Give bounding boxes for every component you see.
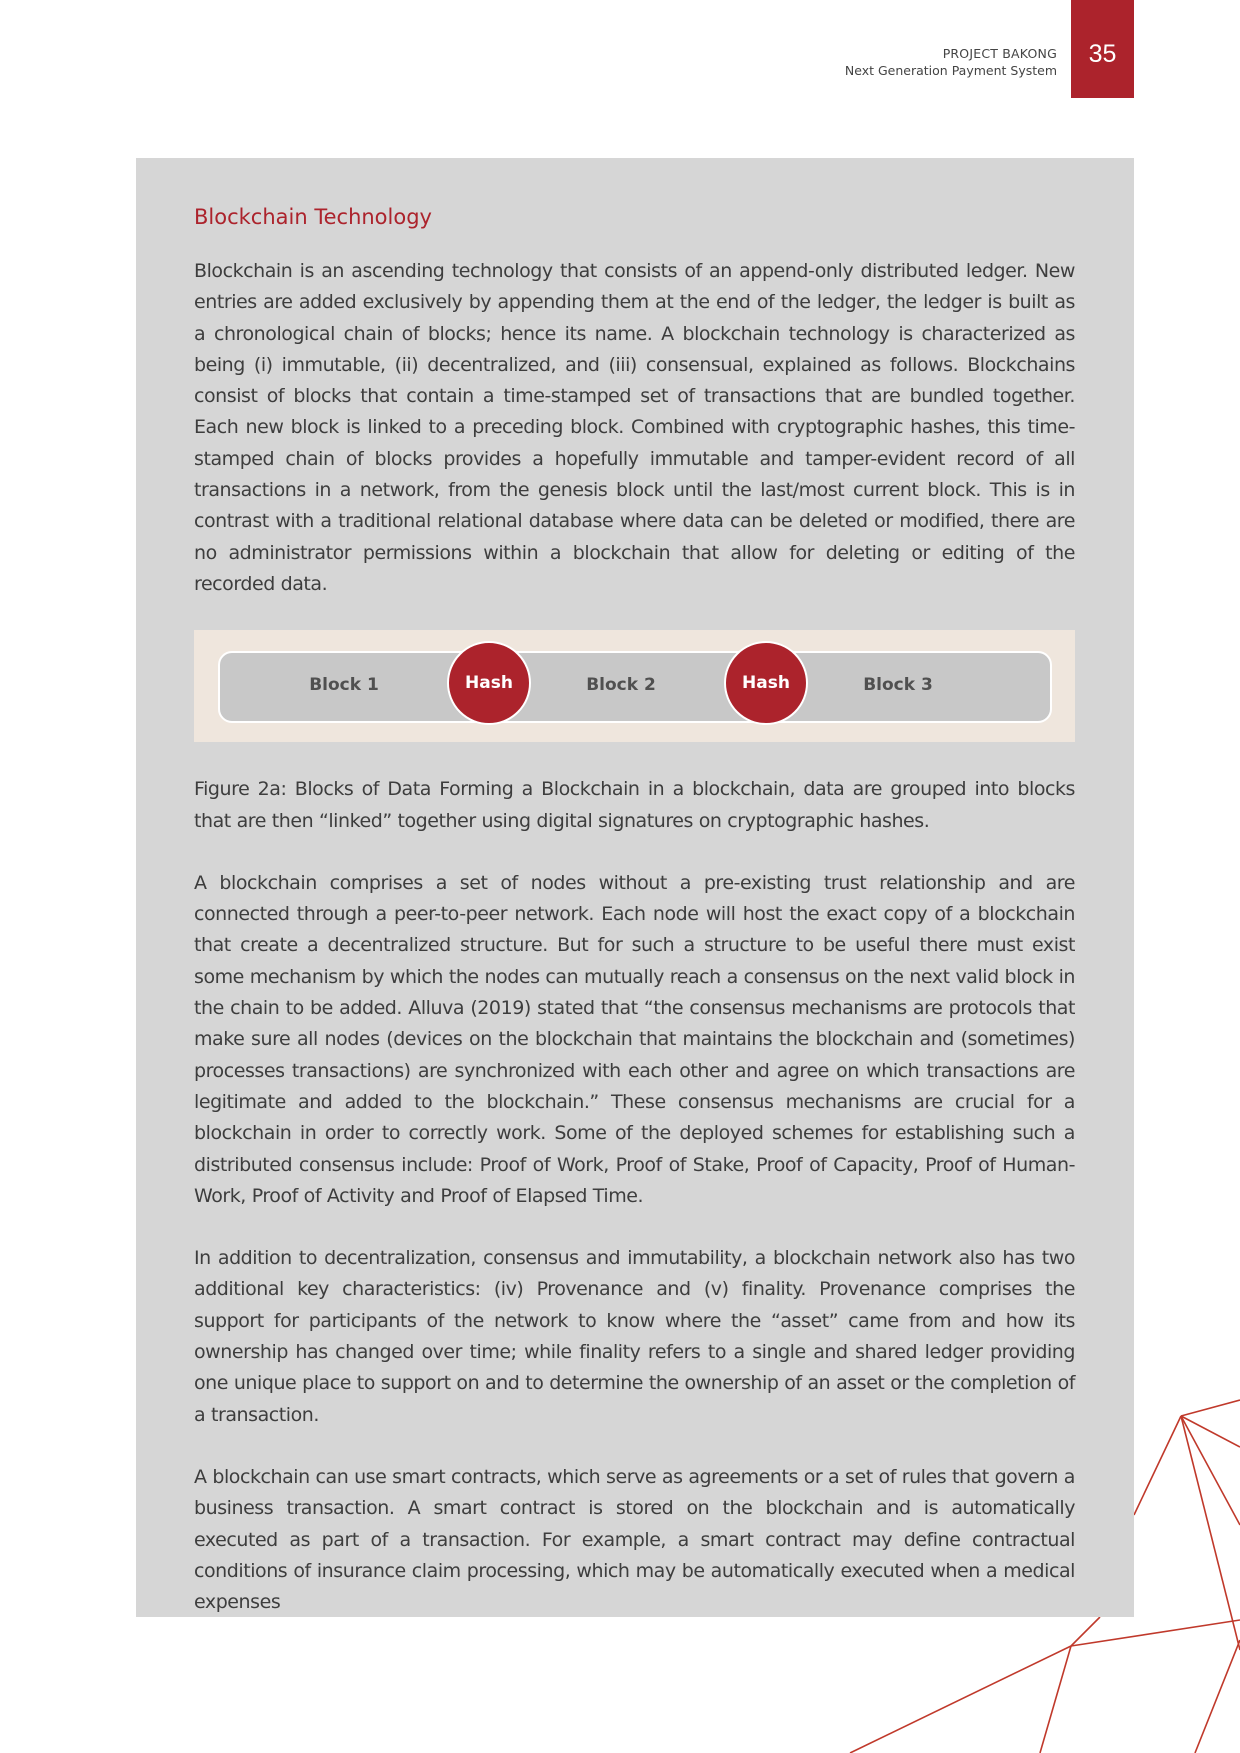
- paragraph-1: Blockchain is an ascending technology that consists of an append-only distributed ledger. New entries are added exclusively by appending them at the end of the ledger, the ledger is built as a chronological chain of blocks; hence its name. A blockchain technology is characterized as being (i) immutable, (ii) decentralized, and (iii) consensual, explained as follows. Blockchains consist of blocks that contain a time-stamped set of transactions that are bundled together. Each new block is linked to a preceding block. Combined with cryptographic hashes, this time-stamped chain of blocks provides a hopefully immutable and tamper-evident record of all transactions in a network, from the genesis block until the last/most current block. This is in contrast with a traditional relational database where data can be deleted or modified, there are no administrator permissions within a blockchain that allow for deleting or editing of the recorded data.: [194, 260, 1075, 595]
- header-project-name: PROJECT BAKONG: [942, 46, 1057, 61]
- page-header: [845, 0, 1134, 98]
- paragraph-3: In addition to decentralization, consensus and immutability, a blockchain network also has two additional key characteristics: (iv) Provenance and (v) finality. Provenance comprises the support for participants of the network to know where the “asset” came from and how its ownership has changed over time; while finality refers to a single and shared ledger providing one unique place to support on and to determine the ownership of an asset or the completion of a transaction.: [194, 1247, 1075, 1426]
- header-text: [845, 0, 1071, 98]
- page-number: 35: [1071, 0, 1134, 98]
- block-2-label: Block 2: [586, 675, 656, 696]
- hash-circle-2: Hash: [724, 641, 808, 725]
- hash-circle-1: Hash: [447, 641, 531, 725]
- figure-caption: Figure 2a: Blocks of Data Forming a Blockchain in a blockchain, data are grouped into blocks that are then “linked” together using digital signatures on cryptographic hashes.: [194, 778, 1075, 832]
- section-title: Blockchain Technology: [194, 205, 432, 229]
- block-1-label: Block 1: [309, 675, 379, 696]
- blockchain-figure: [194, 630, 1075, 742]
- paragraph-4: A blockchain can use smart contracts, which serve as agreements or a set of rules that govern a business transaction. A smart contract is stored on the blockchain and is automatically executed as part of a transaction. For example, a smart contract may define contractual conditions of insurance claim processing, which may be automatically executed when a medical expenses: [194, 1465, 1075, 1614]
- content-panel: [136, 158, 1134, 1617]
- header-subtitle: Next Generation Payment System: [844, 63, 1057, 78]
- panel-content: [194, 205, 1075, 1649]
- block-chain-bar: [218, 651, 1052, 723]
- paragraph-2: A blockchain comprises a set of nodes without a pre-existing trust relationship and are connected through a peer-to-peer network. Each node will host the exact copy of a blockchain that create a decentralized structure. But for such a structure to be useful there must exist some mechanism by which the nodes can mutually reach a consensus on the next valid block in the chain to be added. Alluva (2019) stated that “the consensus mechanisms are protocols that make sure all nodes (devices on the blockchain that maintains the blockchain and (sometimes) processes transactions) are synchronized with each other and agree on which transactions are legitimate and added to the blockchain.” These consensus mechanisms are crucial for a blockchain in order to correctly work. Some of the deployed schemes for establishing such a distributed consensus include: Proof of Work, Proof of Stake, Proof of Capacity, Proof of Human-Work, Proof of Activity and Proof of Elapsed Time.: [194, 871, 1075, 1207]
- block-3-label: Block 3: [863, 675, 933, 696]
